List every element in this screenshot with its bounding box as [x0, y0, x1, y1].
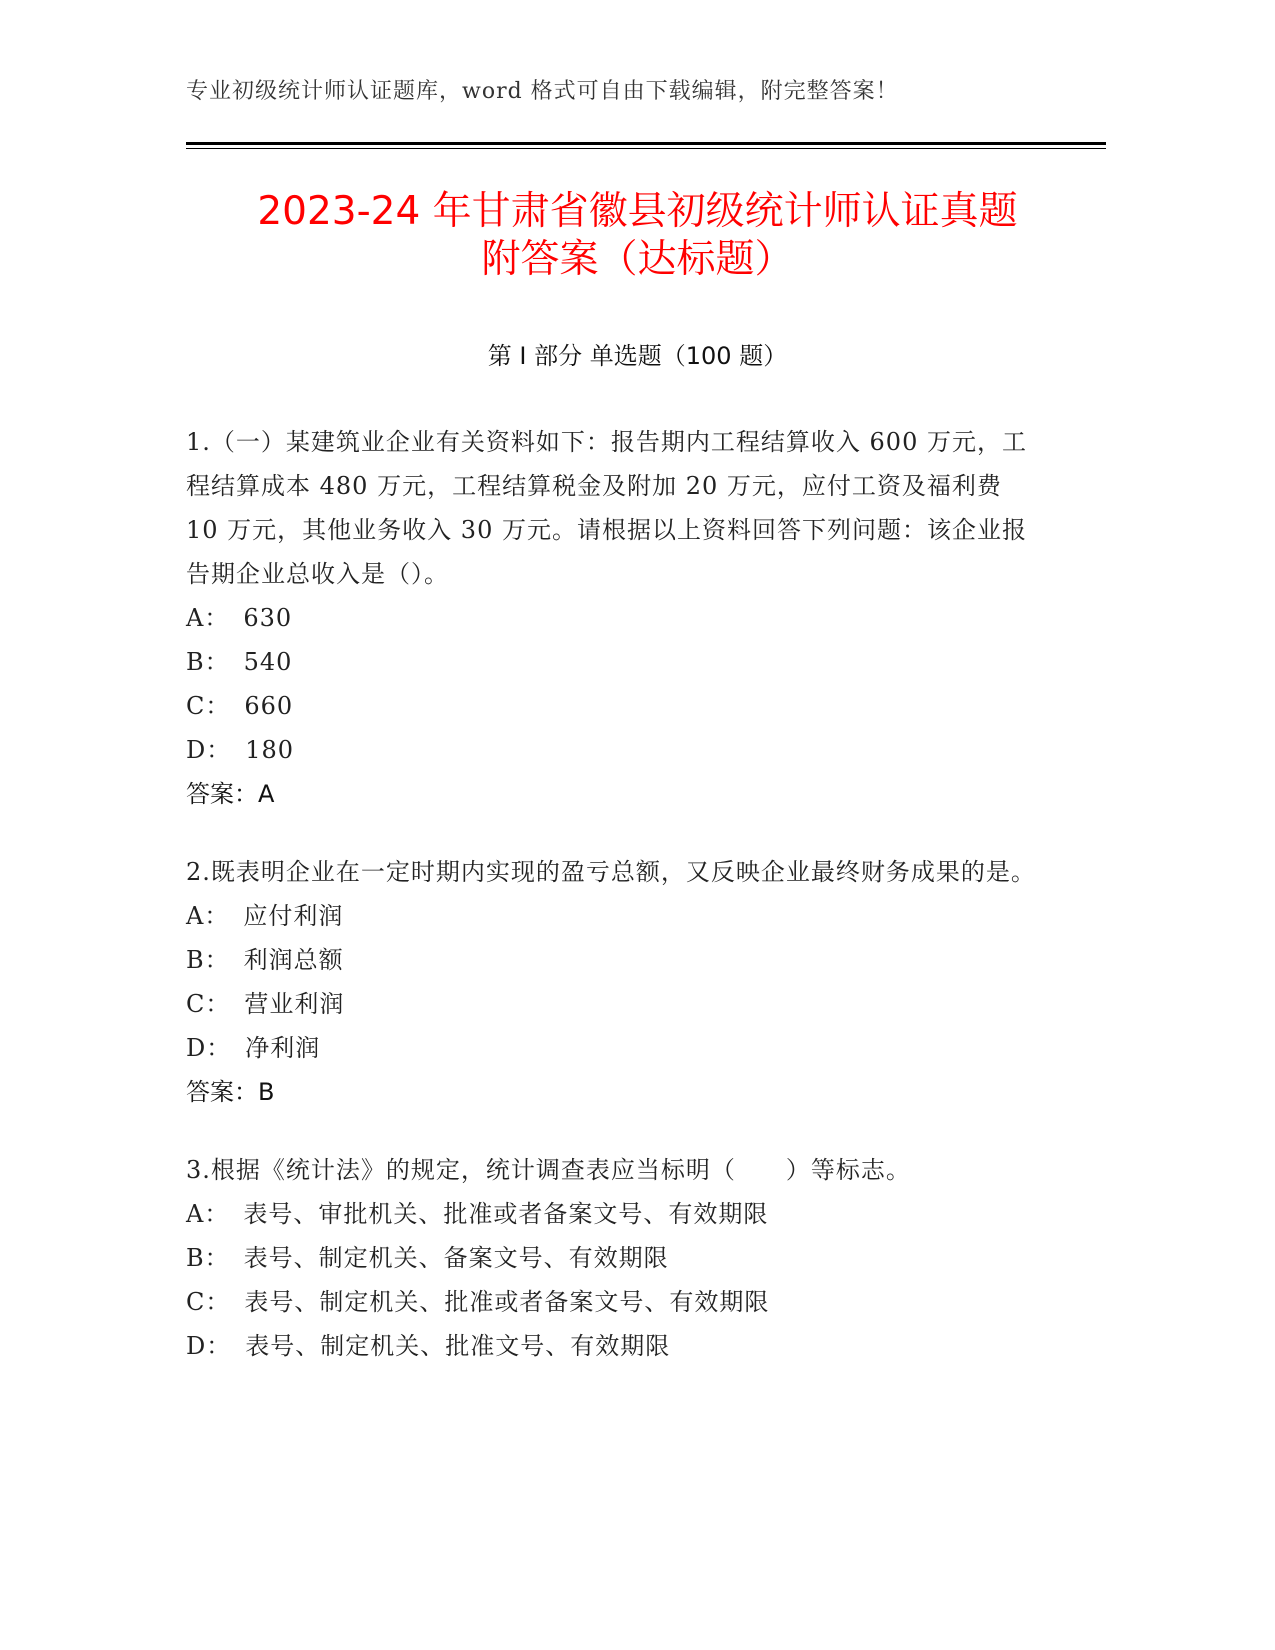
option-label: D： — [186, 736, 232, 764]
option-label: A： — [186, 902, 230, 930]
section-heading: 第 I 部分 单选题（100 题） — [487, 342, 788, 370]
header-divider-thick — [186, 142, 1106, 145]
option-b — [186, 938, 1041, 982]
option-c — [186, 982, 1041, 1026]
header-note: 专业初级统计师认证题库，word 格式可自由下载编辑，附完整答案！ — [186, 79, 899, 104]
option-text: 利润总额 — [243, 946, 344, 974]
option-c — [186, 1280, 1041, 1324]
option-text: 表号、制定机关、备案文号、有效期限 — [243, 1244, 669, 1272]
question-stem: 3.根据《统计法》的规定，统计调查表应当标明（ ）等标志。 — [186, 1156, 911, 1184]
option-text: 表号、制定机关、批准或者备案文号、有效期限 — [244, 1288, 770, 1316]
question-stem: 1.（一）某建筑业企业有关资料如下：报告期内工程结算收入 600 万元，工程结算成本 480 万元，工程结算税金及附加 20 万元，应付工资及福利费 10 万元，其他业务收入 30 万元。请根据以上资料回答下列问题：该企业报告期企业总收入是（）。 — [186, 428, 1027, 588]
option-label: B： — [186, 648, 230, 676]
title-line-2: 附答案（达标题） — [481, 237, 794, 282]
option-text: 应付利润 — [243, 902, 344, 930]
answer-line: 答案：B — [186, 1078, 275, 1106]
option-d — [186, 1026, 1041, 1070]
option-b — [186, 640, 1041, 684]
option-text: 营业利润 — [244, 990, 345, 1018]
title-line-1: 2023-24 年甘肃省徽县初级统计师认证真题 — [257, 189, 1018, 234]
option-text: 表号、制定机关、批准文号、有效期限 — [245, 1332, 671, 1360]
option-a — [186, 894, 1041, 938]
option-label: B： — [186, 1244, 230, 1272]
question-3 — [186, 1148, 1041, 1368]
option-text: 180 — [245, 736, 295, 764]
option-text: 630 — [243, 604, 293, 632]
header-divider-thin — [186, 148, 1106, 149]
option-label: B： — [186, 946, 230, 974]
option-label: C： — [186, 692, 231, 720]
option-text: 660 — [244, 692, 294, 720]
option-d — [186, 1324, 1041, 1368]
option-label: C： — [186, 990, 231, 1018]
option-label: A： — [186, 604, 230, 632]
question-list — [186, 420, 1041, 1402]
option-d — [186, 728, 1041, 772]
option-label: D： — [186, 1332, 232, 1360]
option-label: C： — [186, 1288, 231, 1316]
option-label: D： — [186, 1034, 232, 1062]
option-text: 540 — [243, 648, 293, 676]
question-stem: 2.既表明企业在一定时期内实现的盈亏总额，又反映企业最终财务成果的是。 — [186, 858, 1036, 886]
question-2 — [186, 850, 1041, 1114]
option-a — [186, 596, 1041, 640]
option-label: A： — [186, 1200, 230, 1228]
option-text: 净利润 — [245, 1034, 321, 1062]
answer-line: 答案：A — [186, 780, 275, 808]
option-text: 表号、审批机关、批准或者备案文号、有效期限 — [243, 1200, 769, 1228]
question-1 — [186, 420, 1041, 816]
option-c — [186, 684, 1041, 728]
option-b — [186, 1236, 1041, 1280]
option-a — [186, 1192, 1041, 1236]
document-title — [130, 188, 1145, 284]
